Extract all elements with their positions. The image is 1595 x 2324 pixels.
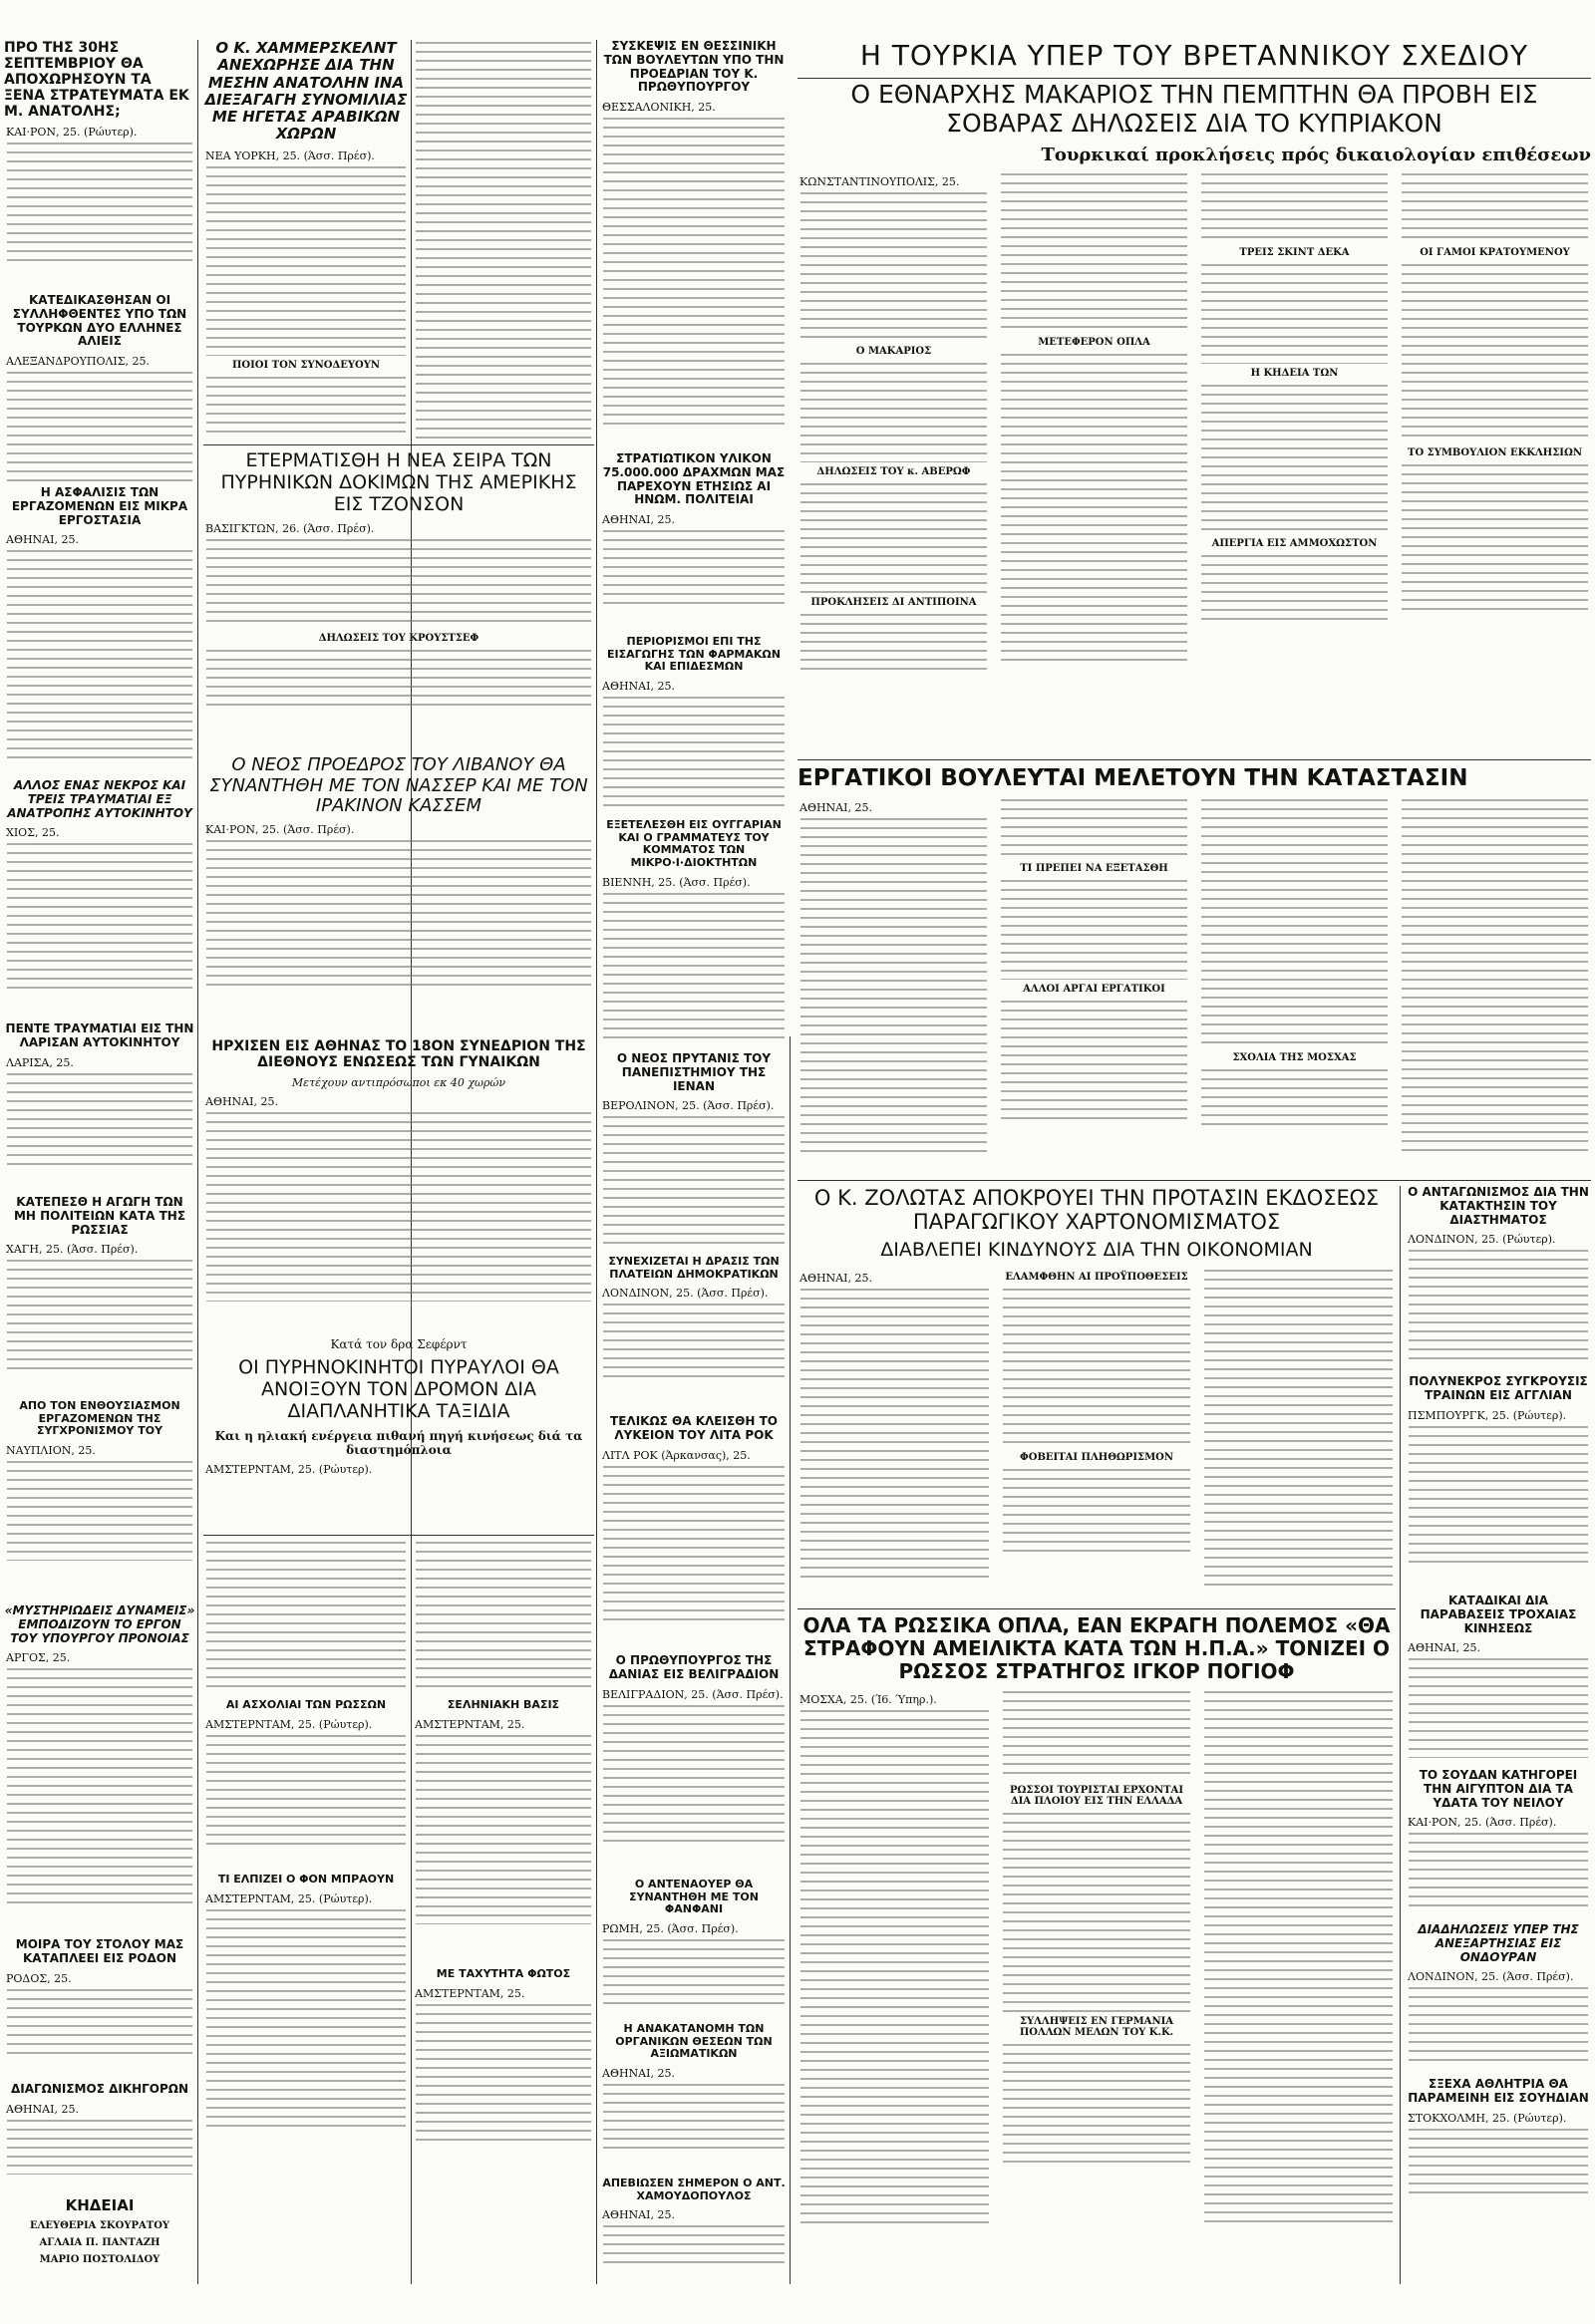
obituary-name: ΑΓΛΑΙΑ Π. ΠΑΝΤΑΖΗ	[39, 2237, 160, 2249]
body-text	[7, 2120, 192, 2175]
lead-column	[1399, 171, 1591, 749]
body-text	[1409, 2129, 1588, 2198]
dateline: ΜΟΣΧΑ, 25. (Ί6. Ύπηρ.).	[799, 1693, 937, 1706]
headline: Ο ΑΝΤΕΝΑΟΥΕΡ ΘΑ ΣΥΝΑΝΤΗΘΗ ΜΕ ΤΟΝ ΦΑΝΦΑΝΙ	[629, 1879, 759, 1916]
body-text	[206, 166, 406, 356]
subhead: ΔΗΛΩΣΕΙΣ ΤΟΥ ΚΡΟΥΣΤΣΕΦ	[318, 632, 479, 644]
headline: Ο ΝΕΟΣ ΠΡΟΕΔΡΟΣ ΤΟΥ ΛΙΒΑΝΟΥ ΘΑ ΣΥΝΑΝΤΗΘΗ ΜΕ ΤΟΝ ΝΑΣΣΕΡ ΚΑΙ ΜΕ ΤΟΝ ΙΡΑΚΙΝΟΝ ΚΑΣΣΕΜ	[209, 755, 588, 817]
dateline: ΚΑΙ·ΡΟΝ, 25. (Άσσ. Πρέσ).	[1408, 1816, 1557, 1830]
body-text	[1402, 173, 1588, 243]
subhead: ΜΕΤΕΦΕΡΟΝ ΟΠΛΑ	[1038, 336, 1150, 348]
body-text	[7, 143, 192, 262]
body-text	[1409, 1833, 1588, 1907]
dateline: ΝΑΥΠΛΙΟΝ, 25.	[6, 1443, 96, 1457]
subhead: ΣΧΟΛΙΑ ΤΗΣ ΜΟΣΧΑΣ	[1232, 1052, 1357, 1064]
story	[4, 2083, 195, 2192]
story	[600, 1415, 788, 1649]
lead-headline-2: Ο ΕΘΝΑΡΧΗΣ ΜΑΚΑΡΙΟΣ ΤΗΝ ΠΕΜΠΤΗΝ ΘΑ ΠΡΟΒΗ ΕΙΣ ΣΟΒΑΡΑΣ ΔΗΛΩΣΕΙΣ ΔΙΑ ΤΟ ΚΥΠΡΙΑΚΟΝ	[850, 80, 1538, 138]
body-text	[800, 483, 987, 593]
subhead: Και η ηλιακή ενέργεια πιθανή πηγή κινήσεως διά τα διαστημόπλοια	[214, 1428, 583, 1457]
dateline: ΚΑΙ·ΡΟΝ, 25. (Ρώυτερ).	[6, 126, 138, 140]
headline: Ο ΑΝΤΑΓΩΝΙΣΜΟΣ ΔΙΑ ΤΗΝ ΚΑΤΑΚΤΗΣΙΝ ΤΟΥ ΔΙΑΣΤΗΜΑΤΟΣ	[1408, 1186, 1589, 1227]
dateline: ΑΛΕΞΑΝΔΡΟΥΠΟΛΙΣ, 25.	[6, 355, 151, 369]
body-text	[1001, 354, 1187, 663]
headline: «ΜΥΣΤΗΡΙΩΔΕΙΣ ΔΥΝΑΜΕΙΣ» ΕΜΠΟΔΙΖΟΥΝ ΤΟ ΕΡΓΟΝ ΤΟΥ ΥΠΟΥΡΓΟΥ ΠΡΟΝΟΙΑΣ	[4, 1604, 195, 1645]
story-funerals	[4, 2197, 195, 2284]
headline: ΣΤΡΑΤΙΩΤΙΚΟΝ ΥΛΙΚΟΝ 75.000.000 ΔΡΑΧΜΩΝ ΜΑΣ ΠΑΡΕΧΟΥΝ ΕΤΗΣΙΩΣ ΑΙ ΗΝΩΜ. ΠΟΛΙΤΕΙΑΙ	[602, 452, 786, 507]
dateline: ΣΤΟΚΧΟΛΜΗ, 25. (Ρώυτερ).	[1408, 2111, 1567, 2125]
body-text	[1201, 173, 1388, 243]
dateline: ΑΘΗΝΑΙ, 25.	[6, 2102, 79, 2116]
dateline: ΑΘΗΝΑΙ, 25.	[602, 2208, 675, 2222]
body-text	[603, 1466, 785, 1625]
dateline: ΑΡΓΟΣ, 25.	[6, 1651, 71, 1665]
headline: Η ΑΝΑΚΑΤΑΝΟΜΗ ΤΩΝ ΟΡΓΑΝΙΚΩΝ ΘΕΣΕΩΝ ΤΩΝ ΑΞΙΩΜΑΤΙΚΩΝ	[615, 2023, 773, 2061]
body-text	[7, 843, 192, 993]
column-rule	[596, 40, 597, 2284]
headline: ΠΕΝΤΕ ΤΡΑΥΜΑΤΙΑΙ ΕΙΣ ΤΗΝ ΛΑΡΙΣΑΝ ΑΥΤΟΚΙΝΗΤΟΥ	[5, 1022, 194, 1049]
section-rule	[203, 1535, 594, 1536]
body-text	[7, 1989, 192, 2059]
zolotas-story	[798, 1186, 1396, 1604]
dateline: ΒΑΣΙΓΚΤΩΝ, 26. (Άσσ. Πρέσ).	[205, 521, 375, 535]
dateline: ΑΘΗΝΑΙ, 25.	[205, 1095, 278, 1109]
subhead: ΣΥΛΛΗΨΕΙΣ ΕΝ ΓΕΡΜΑΝΙΑ ΠΟΛΛΩΝ ΜΕΛΩΝ ΤΟΥ Κ.Κ.	[1019, 2016, 1174, 2038]
column-rule	[790, 1036, 791, 2284]
headline: ΟΙ ΠΥΡΗΝΟΚΙΝΗΤΟΙ ΠΥΡΑΥΛΟΙ ΘΑ ΑΝΟΙΞΟΥΝ ΤΟΝ ΔΡΟΜΟΝ ΔΙΑ ΔΙΑΠΛΑΝΗΤΙΚΑ ΤΑΞΙΔΙΑ	[238, 1356, 559, 1422]
headline: ΑΠΕΒΙΩΣΕΝ ΣΗΜΕΡΟΝ Ο ΑΝΤ. ΧΑΜΟΥΔΟΠΟΥΛΟΣ	[602, 2178, 786, 2202]
workers-body	[798, 797, 1591, 1160]
story	[4, 1400, 195, 1599]
dateline: ΛΟΝΔΙΝΟΝ, 25. (Άσσ. Πρέσ).	[602, 1287, 769, 1301]
story	[600, 1256, 788, 1410]
dateline: ΘΕΣΣΑΛΟΝΙΚΗ, 25.	[602, 101, 716, 115]
body-text	[1001, 1001, 1187, 1120]
zolotas-body	[798, 1268, 1396, 1591]
story	[1406, 1769, 1591, 1918]
body-text	[800, 1710, 989, 2228]
body-text	[1201, 1069, 1388, 1129]
story	[4, 1938, 195, 2078]
body-text	[1409, 1250, 1588, 1359]
body-text	[1409, 1987, 1588, 2062]
body-text	[603, 1116, 785, 1246]
dateline: ΑΜΣΤΕΡΝΤΑΜ, 25. (Ρώυτερ).	[205, 1891, 373, 1905]
story	[203, 1874, 409, 2173]
body-text	[603, 118, 785, 427]
story	[4, 1604, 195, 1933]
zolotas-column	[1000, 1268, 1194, 1591]
body-text	[1409, 1658, 1588, 1758]
story	[600, 1052, 788, 1252]
body-text	[206, 1909, 406, 2129]
body-text	[7, 1073, 192, 1168]
story	[4, 779, 195, 1018]
subhead: ΤΡΕΙΣ ΣΚΙΝΤ ΔΕΚΑ	[1239, 246, 1350, 258]
workers-column	[798, 797, 990, 1160]
headline: Ο Κ. ΧΑΜΜΕΡΣΚΕΛΝΤ ΑΝΕΧΩΡΗΣΕ ΔΙΑ ΤΗΝ ΜΕΣΗΝ ΑΝΑΤΟΛΗΝ ΙΝΑ ΔΙΕΞΑΓΑΓΗ ΣΥΝΟΜΙΛΙΑΣ ΜΕ ΗΓΕΤΑΣ ΑΡΑΒΙΚΩΝ ΧΩΡΩΝ	[204, 40, 408, 144]
story	[600, 452, 788, 632]
body-text	[800, 1289, 989, 1578]
story	[600, 1879, 788, 2018]
body-text	[1409, 1426, 1588, 1566]
story	[4, 40, 195, 287]
body-text	[1003, 2044, 1191, 2164]
russia-body	[798, 1689, 1396, 2231]
body-text	[7, 372, 192, 481]
dateline: ΒΙΕΝΝΗ, 25. (Άσσ. Πρέσ).	[602, 875, 751, 889]
headline: ΕΞΕΤΕΛΕΣΘΗ ΕΙΣ ΟΥΓΓΑΡΙΑΝ ΚΑΙ Ο ΓΡΑΜΜΑΤΕΥΣ ΤΟΥ ΚΟΜΜΑΤΟΣ ΤΩΝ ΜΙΚΡΟ·Ι·ΔΙΟΚΤΗΤΩΝ	[606, 819, 782, 869]
story	[4, 1196, 195, 1395]
story	[203, 1699, 409, 1869]
dateline: ΛΙΤΛ ΡΟΚ (Άρκανσας), 25.	[602, 1448, 751, 1462]
story	[600, 2178, 788, 2282]
dateline: ΑΘΗΝΑΙ, 25.	[799, 801, 872, 815]
body-text	[1201, 555, 1388, 625]
russia-column	[1000, 1689, 1194, 2231]
subhead: ΕΛΑΜΦΘΗΝ ΑΙ ΠΡΟΫΠΟΘΕΣΕΙΣ	[1005, 1272, 1188, 1284]
section-rule	[798, 759, 1591, 760]
headline: ΣΥΝΕΧΙΖΕΤΑΙ Η ΔΡΑΣΙΣ ΤΩΝ ΠΛΑΤΕΙΩΝ ΔΗΜΟΚΡΑΤΙΚΩΝ	[608, 1256, 780, 1281]
subhead: ΤΟ ΣΥΜΒΟΥΛΙΟΝ ΕΚΚΛΗΣΙΩΝ	[1408, 446, 1582, 458]
headline: Η ΑΣΦΑΛΙΣΙΣ ΤΩΝ ΕΡΓΑΖΟΜΕΝΩΝ ΕΙΣ ΜΙΚΡΑ ΕΡΓΟΣΤΑΣΙΑ	[11, 486, 188, 527]
headline: ΚΗΔΕΙΑΙ	[65, 2197, 135, 2214]
dateline: ΒΕΛΙΓΡΑΔΙΟΝ, 25. (Άσσ. Πρέσ).	[602, 1687, 784, 1701]
headline: ΑΛΛΟΣ ΕΝΑΣ ΝΕΚΡΟΣ ΚΑΙ ΤΡΕΙΣ ΤΡΑΥΜΑΤΙΑΙ ΕΞ ΑΝΑΤΡΟΠΗΣ ΑΥΤΟΚΙΝΗΤΟΥ	[7, 779, 192, 820]
headline: ΕΤΕΡΜΑΤΙΣΘΗ Η ΝΕΑ ΣΕΙΡΑ ΤΩΝ ΠΥΡΗΝΙΚΩΝ ΔΟΚΙΜΩΝ ΤΗΣ ΑΜΕΡΙΚΗΣ ΕΙΣ ΤΖΟΝΣΟΝ	[220, 450, 577, 515]
dateline: ΑΜΣΤΕΡΝΤΑΜ, 25. (Ρώυτερ).	[205, 1717, 373, 1731]
body-text	[603, 1939, 785, 2004]
body-text	[800, 192, 987, 342]
dateline: ΚΑΙ·ΡΟΝ, 25. (Άσσ. Πρέσ).	[205, 823, 355, 837]
column-3-upper	[413, 40, 594, 2284]
headline: ΜΟΙΡΑ ΤΟΥ ΣΤΟΛΟΥ ΜΑΣ ΚΑΤΑΠΛΕΕΙ ΕΙΣ ΡΟΔΟΝ	[15, 1938, 184, 1965]
body-text	[1003, 1691, 1191, 1781]
subhead: ΠΡΟΚΛΗΣΕΙΣ ΔΙ ΑΝΤΙΠΟΙΝΑ	[810, 596, 977, 608]
subhead: ΤΙ ΠΡΕΠΕΙ ΝΑ ΕΞΕΤΑΣΘΗ	[1020, 863, 1168, 875]
body-text	[1001, 799, 1187, 859]
section-rule	[203, 444, 594, 445]
dateline: ΑΜΣΤΕΡΝΤΑΜ, 25.	[415, 1717, 525, 1731]
column-rule	[1400, 1186, 1401, 2284]
body-text	[1402, 464, 1588, 614]
body-text	[603, 697, 785, 806]
body-text	[7, 1461, 192, 1561]
headline: ΗΡΧΙΣΕΝ ΕΙΣ ΑΘΗΝΑΣ ΤΟ 18ΟΝ ΣΥΝΕΔΡΙΟΝ ΤΗΣ ΔΙΕΘΝΟΥΣ ΕΝΩΣΕΩΣ ΤΩΝ ΓΥΝΑΙΚΩΝ	[211, 1038, 586, 1071]
section-rule	[798, 1608, 1396, 1609]
headline: ΤΕΛΙΚΩΣ ΘΑ ΚΛΕΙΣΘΗ ΤΟ ΛΥΚΕΙΟΝ ΤΟΥ ΛΙΤΑ ΡΟΚ	[610, 1415, 778, 1442]
headline: Ο ΠΡΩΘΥΠΟΥΡΓΟΣ ΤΗΣ ΔΑΝΙΑΣ ΕΙΣ ΒΕΛΙΓΡΑΔΙΟΝ	[608, 1654, 780, 1681]
dateline: ΚΩΝΣΤΑΝΤΙΝΟΥΠΟΛΙΣ, 25.	[799, 174, 960, 188]
lead-headline: Η ΤΟΥΡΚΙΑ ΥΠΕΡ ΤΟΥ ΒΡΕΤΑΝΝΙΚΟΥ ΣΧΕΔΙΟΥ	[859, 40, 1529, 72]
dateline: ΛΑΡΙΣΑ, 25.	[6, 1055, 74, 1069]
headline: ΕΡΓΑΤΙΚΟΙ ΒΟΥΛΕΥΤΑΙ ΜΕΛΕΤΟΥΝ ΤΗΝ ΚΑΤΑΣΤΑΣΙΝ	[798, 765, 1468, 791]
headline: ΣΞΕΧΑ ΑΘΛΗΤΡΙΑ ΘΑ ΠΑΡΑΜΕΙΝΗ ΕΙΣ ΣΟΥΗΔΙΑΝ	[1408, 2078, 1589, 2105]
story	[203, 40, 409, 458]
dateline: ΡΟΔΟΣ, 25.	[6, 1971, 72, 1985]
headline: ΤΙ ΕΛΠΙΖΕΙ Ο ΦΟΝ ΜΠΡΑΟΥΝ	[217, 1874, 395, 1886]
headline: ΜΕ ΤΑΧΥΤΗΤΑ ΦΩΤΟΣ	[436, 1968, 571, 1980]
headline: ΠΡΟ ΤΗΣ 30ΗΣ ΣΕΠΤΕΜΒΡΙΟΥ ΘΑ ΑΠΟΧΩΡΗΣΟΥΝ ΤΑ ΞΕΝΑ ΣΤΡΑΤΕΥΜΑΤΑ ΕΚ Μ. ΑΝΑΤΟΛΗΣ;	[4, 40, 189, 121]
russia-column	[798, 1689, 992, 2231]
subhead: ΦΟΒΕΙΤΑΙ ΠΛΗΘΩΡΙΣΜΟΝ	[1020, 1452, 1173, 1464]
dateline: ΑΘΗΝΑΙ, 25.	[1408, 1641, 1480, 1655]
headline: ΣΥΣΚΕΨΙΣ ΕΝ ΘΕΣΣΙΝΙΚΗ ΤΩΝ ΒΟΥΛΕΥΤΩΝ ΥΠΟ ΤΗΝ ΠΡΟΕΔΡΙΑΝ ΤΟΥ Κ. ΠΡΩΘΥΠΟΥΡΓΟΥ	[603, 40, 785, 95]
column-rule	[197, 40, 198, 2284]
dateline: ΛΟΝΔΙΝΟΝ, 25. (Άσσ. Πρέσ).	[1408, 1970, 1574, 1984]
story	[600, 636, 788, 815]
body-text	[206, 377, 406, 436]
body-text	[1003, 1813, 1191, 2012]
section-rule	[798, 1180, 1591, 1181]
body-text	[1001, 173, 1187, 333]
headline: ΤΟ ΣΟΥΔΑΝ ΚΑΤΗΓΟΡΕΙ ΤΗΝ ΑΙΓΥΠΤΟΝ ΔΙΑ ΤΑ ΥΔΑΤΑ ΤΟΥ ΝΕΙΛΟΥ	[1419, 1769, 1578, 1810]
story	[600, 2023, 788, 2173]
body-text	[7, 1260, 192, 1369]
story	[1406, 1923, 1591, 2073]
body-text	[603, 2084, 785, 2154]
dateline: ΝΕΑ ΥΟΡΚΗ, 25. (Άσσ. Πρέσ).	[205, 148, 375, 162]
body-text	[603, 1705, 785, 1845]
body-text	[1001, 880, 1187, 980]
dateline: ΑΘΗΝΑΙ, 25.	[602, 513, 675, 527]
body-text	[7, 1668, 192, 1907]
dateline: ΧΑΓΗ, 25. (Άσσ. Πρέσ).	[6, 1243, 139, 1257]
body-text	[603, 2225, 785, 2270]
dateline: ΑΜΣΤΕΡΝΤΑΜ, 25. (Ρώυτερ).	[205, 1462, 373, 1476]
body-text	[800, 614, 987, 674]
lead-body	[798, 171, 1591, 749]
workers-story	[798, 765, 1591, 1174]
dateline: ΛΟΝΔΙΝΟΝ, 25. (Ρώυτερ).	[1408, 1233, 1556, 1247]
story	[600, 1654, 788, 1874]
dateline: ΑΘΗΝΑΙ, 25.	[602, 679, 675, 693]
column-4	[600, 40, 788, 2284]
subhead: Η ΚΗΔΕΙΑ ΤΩΝ	[1250, 367, 1339, 379]
subhead: ΑΛΛΟΙ ΑΡΓΑΙ ΕΡΓΑΤΙΚΟΙ	[1023, 984, 1165, 996]
subhead: ΠΟΙΟΙ ΤΟΝ ΣΥΝΟΔΕΥΟΥΝ	[231, 359, 381, 371]
lead-story	[798, 40, 1591, 757]
body-text	[800, 818, 987, 1157]
obituary-name: ΜΑΡΙΟ ΠΟΣΤΟΛΙΔΟΥ	[39, 2254, 160, 2266]
dateline: ΡΩΜΗ, 25. (Άσσ. Πρέσ).	[602, 1921, 739, 1935]
kicker: Κατά τον δρα Σεφέρντ	[330, 1337, 468, 1351]
dateline: ΑΜΣΤΕΡΝΤΑΜ, 25.	[415, 1986, 525, 2000]
body-text	[1003, 1469, 1191, 1559]
body-text	[1204, 1691, 1393, 2229]
body-text	[1402, 799, 1588, 1158]
subhead: ΡΩΣΣΟΙ ΤΟΥΡΙΣΤΑΙ ΕΡΧΟΝΤΑΙ ΔΙΑ ΠΛΟΙΟΥ ΕΙΣ ΤΗΝ ΕΛΛΑΔΑ	[1010, 1785, 1183, 1807]
russia-story	[798, 1614, 1396, 2272]
obituary-name: ΕΛΕΥΘΕΡΙΑ ΣΚΟΥΡΑΤΟΥ	[29, 2220, 170, 2232]
story	[1406, 1595, 1591, 1764]
dateline: ΠΣΜΠΟΥΡΓΚ, 25. (Ρώυτερ).	[1408, 1408, 1567, 1422]
headline: ΚΑΤΕΔΙΚΑΣΘΗΣΑΝ ΟΙ ΣΥΛΛΗΦΘΕΝΤΕΣ ΥΠΟ ΤΩΝ ΤΟΥΡΚΩΝ ΔΥΟ ΕΛΛΗΝΕΣ ΑΛΙΕΙΣ	[12, 294, 187, 349]
body-text	[206, 1735, 406, 1845]
lead-column	[1198, 171, 1391, 749]
headline: ΟΛΑ ΤΑ ΡΩΣΣΙΚΑ ΟΠΛΑ, ΕΑΝ ΕΚΡΑΓΗ ΠΟΛΕΜΟΣ «ΘΑ ΣΤΡΑΦΟΥΝ ΑΜΕΙΛΙΚΤΑ ΚΑΤΑ ΤΩΝ Η.Π.Α.» ΤΟΝΙΖΕΙ Ο ΡΩΣΣΟΣ ΣΤΡΑΤΗΓΟΣ ΙΓΚΟΡ ΠΟΓΙΟΦ	[802, 1614, 1391, 1683]
column-8	[1406, 1186, 1591, 2284]
workers-column	[998, 797, 1190, 1160]
story	[4, 1022, 195, 1192]
body-text	[1201, 385, 1388, 534]
headline: ΚΑΤΕΠΕΣΘ Η ΑΓΩΓΗ ΤΩΝ ΜΗ ΠΟΛΙΤΕΙΩΝ ΚΑΤΑ ΤΗΣ ΡΩΣΣΙΑΣ	[13, 1196, 186, 1237]
body-text	[7, 550, 192, 759]
body-text	[1402, 264, 1588, 443]
dateline: ΑΘΗΝΑΙ, 25.	[602, 2066, 675, 2080]
subhead: Ο ΜΑΚΑΡΙΟΣ	[855, 345, 932, 357]
body-text	[416, 42, 591, 440]
subhead: Μετέχουν αντιπρόσωποι εκ 40 χωρών	[291, 1076, 506, 1090]
body-text	[800, 363, 987, 462]
headline: Ο ΝΕΟΣ ΠΡΥΤΑΝΙΣ ΤΟΥ ΠΑΝΕΠΙΣΤΗΜΙΟΥ ΤΗΣ ΙΕΝΑΝ	[616, 1052, 772, 1093]
headline: Ο Κ. ΖΟΛΩΤΑΣ ΑΠΟΚΡΟΥΕΙ ΤΗΝ ΠΡΟΤΑΣΙΝ ΕΚΔΟΣΕΩΣ ΠΑΡΑΓΩΓΙΚΟΥ ΧΑΡΤΟΝΟΜΙΣΜΑΤΟΣ	[813, 1186, 1380, 1235]
headline: ΣΕΛΗΝΙΑΚΗ ΒΑΣΙΣ	[447, 1699, 560, 1711]
dateline: ΑΘΗΝΑΙ, 25.	[6, 533, 79, 547]
headline-2: ΔΙΑΒΛΕΠΕΙ ΚΙΝΔΥΝΟΥΣ ΔΙΑ ΤΗΝ ΟΙΚΟΝΟΜΙΑΝ	[880, 1239, 1313, 1262]
body-text	[1201, 264, 1388, 364]
dateline: ΑΘΗΝΑΙ, 25.	[799, 1272, 872, 1286]
headline: ΑΠΟ ΤΟΝ ΕΝΘΟΥΣΙΑΣΜΟΝ ΕΡΓΑΖΟΜΕΝΩΝ ΤΗΣ ΣΥΓΧΡΟΝΙΣΜΟΥ ΤΟΥ	[19, 1400, 180, 1438]
headline: ΑΙ ΑΣΧΟΛΙΑΙ ΤΩΝ ΡΩΣΣΩΝ	[225, 1699, 387, 1711]
column-2-lower	[203, 1540, 409, 2284]
workers-column	[1198, 797, 1391, 1160]
lead-column	[998, 171, 1190, 749]
headline: ΠΟΛΥΝΕΚΡΟΣ ΣΥΓΚΡΟΥΣΙΣ ΤΡΑΙΝΩΝ ΕΙΣ ΑΓΓΛΙΑΝ	[1409, 1375, 1588, 1402]
story	[600, 819, 788, 1048]
subhead: ΑΠΕΡΓΙΑ ΕΙΣ ΑΜΜΟΧΩΣΤΟΝ	[1211, 537, 1378, 549]
story	[1406, 1375, 1591, 1590]
body-text	[603, 530, 785, 610]
story	[4, 294, 195, 483]
body-text	[1204, 1270, 1393, 1589]
russia-column	[1201, 1689, 1396, 2231]
body-text	[1201, 799, 1388, 1048]
lead-column	[798, 171, 990, 749]
body-text	[1003, 1289, 1191, 1448]
story	[1406, 2078, 1591, 2227]
body-text	[206, 1542, 406, 1691]
headline: ΠΕΡΙΟΡΙΣΜΟΙ ΕΠΙ ΤΗΣ ΕΙΣΑΓΩΓΗΣ ΤΩΝ ΦΑΡΜΑΚΩΝ ΚΑΙ ΕΠΙΔΕΣΜΩΝ	[607, 636, 781, 674]
headline: ΔΙΑΓΩΝΙΣΜΟΣ ΔΙΚΗΓΟΡΩΝ	[10, 2083, 189, 2096]
story	[600, 40, 788, 448]
headline: ΔΙΑΔΗΛΩΣΕΙΣ ΥΠΕΡ ΤΗΣ ΑΝΕΞΑΡΤΗΣΙΑΣ ΕΙΣ ΟΝΔΟΥΡΑΝ	[1418, 1923, 1579, 1964]
headline: ΚΑΤΑΔΙΚΑΙ ΔΙΑ ΠΑΡΑΒΑΣΕΙΣ ΤΡΟΧΑΙΑΣ ΚΙΝΗΣΕΩΣ	[1420, 1595, 1577, 1635]
dateline: ΧΙΟΣ, 25.	[6, 826, 60, 840]
body-text	[603, 893, 785, 1042]
story	[4, 486, 195, 775]
lead-subhead: Τουρκικαί προκλήσεις πρός δικαιολογίαν επιθέσεων	[1041, 144, 1591, 165]
body-text	[603, 1304, 785, 1383]
zolotas-column	[798, 1268, 992, 1591]
subhead: ΟΙ ΓΑΜΟΙ ΚΡΑΤΟΥΜΕΝΟΥ	[1420, 246, 1570, 258]
story	[1406, 1186, 1591, 1370]
zolotas-column	[1201, 1268, 1396, 1591]
column-1	[4, 40, 195, 2284]
dateline: ΒΕΡΟΛΙΝΟΝ, 25. (Άσσ. Πρέσ).	[602, 1099, 775, 1113]
workers-column	[1399, 797, 1591, 1160]
subhead: ΔΗΛΩΣΕΙΣ ΤΟΥ κ. ΑΒΕΡΩΦ	[816, 465, 971, 477]
